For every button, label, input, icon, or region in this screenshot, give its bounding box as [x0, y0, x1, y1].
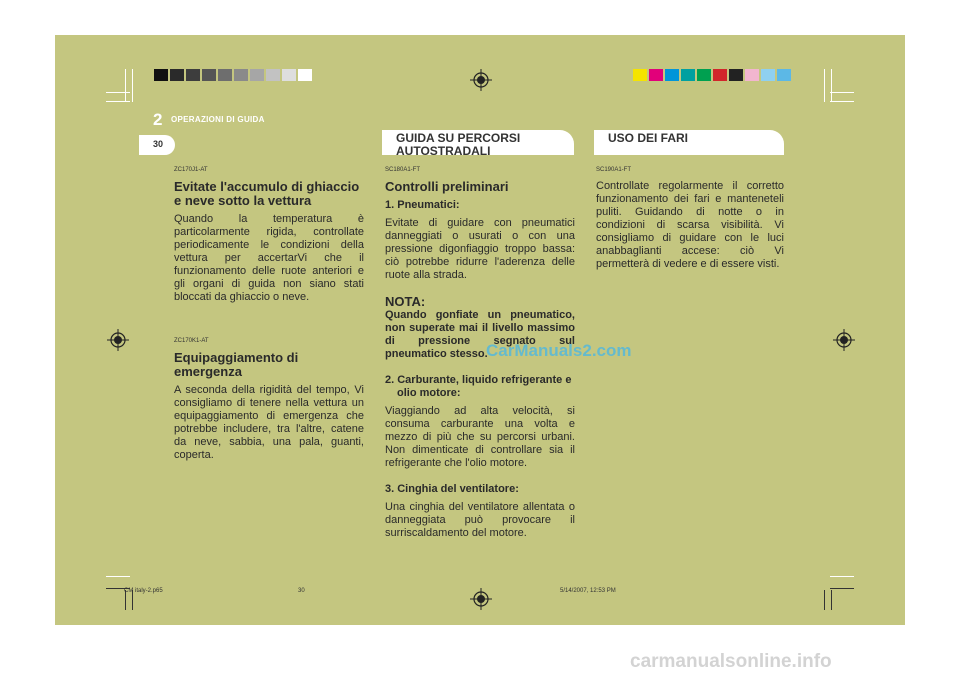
- gray-swatch: [202, 69, 216, 81]
- paragraph: Evitate di guidare con pneumatici danneggiati o usurati o con una pressione digonfiaggio troppo bassa: ciò potrebbe ridurre l'aderenza delle ruote alla strada.: [385, 217, 575, 281]
- grayscale-bar: [154, 69, 314, 81]
- paragraph: Viaggiando ad alta velocità, si consuma carburante una volta e mezzo di più che su percorsi urbani. Non dimenticate di controllare sia il refrigerante che l'olio motore.: [385, 405, 575, 469]
- chapter-number: 2: [153, 110, 163, 129]
- registration-target-icon: [107, 329, 129, 351]
- right-column: [596, 164, 784, 284]
- crop-mark: [830, 576, 854, 577]
- gray-swatch: [234, 69, 248, 81]
- footer-file: CM italy-2.p65: [124, 588, 163, 594]
- footer-page: 30: [298, 588, 305, 594]
- color-swatch: [681, 69, 695, 81]
- section-tab-headlights: [594, 130, 784, 155]
- section-code: ZC170J1-AT: [174, 167, 208, 173]
- paragraph: Controllate regolarmente il corretto funzionamento dei fari e manteneteli puliti. Guidando di notte o in condizioni di scarsa visibilità. Vi consigliamo di guidare con le luci anabbaglianti accese: ciò Vi permetterà di vedere e di essere visti.: [596, 180, 784, 270]
- gray-swatch: [218, 69, 232, 81]
- section-code: ZC170K1-AT: [174, 338, 209, 344]
- crop-mark: [830, 92, 854, 93]
- section-heading: Controlli preliminari: [385, 179, 509, 194]
- crop-mark: [106, 101, 130, 102]
- item-title: 2. Carburante, liquido refrigerante e olio motore:: [385, 374, 572, 399]
- gray-swatch: [266, 69, 280, 81]
- crop-mark: [831, 69, 832, 102]
- site-mark: carmanualsonline.info: [630, 651, 832, 672]
- section-tab-highway: [382, 130, 574, 158]
- section-tab-label: GUIDA SU PERCORSI AUTOSTRADALI: [396, 131, 521, 158]
- gray-swatch: [282, 69, 296, 81]
- note-label: NOTA:: [385, 294, 426, 309]
- gray-swatch: [170, 69, 184, 81]
- section-heading: Equipaggiamento di emergenza: [174, 350, 299, 379]
- section-tab-label: USO DEI FARI: [608, 131, 689, 145]
- item-title: 1. Pneumatici:: [385, 199, 460, 211]
- registration-target-icon: [470, 69, 492, 91]
- paragraph: A seconda della rigidità del tempo, Vi consigliamo di tenere nella vettura un equipaggiamento di emergenza che potrebbe includere, tra l'altre, catene da neve, sabbia, una pala, guanti, coperta.: [174, 384, 364, 461]
- registration-target-icon: [470, 588, 492, 610]
- color-swatch: [697, 69, 711, 81]
- crop-mark: [830, 101, 854, 102]
- left-column: [174, 164, 364, 475]
- color-swatch: [777, 69, 791, 81]
- chapter-title: OPERAZIONI DI GUIDA: [171, 115, 265, 124]
- color-swatch: [761, 69, 775, 81]
- color-swatch: [745, 69, 759, 81]
- paragraph: Quando la temperatura è particolarmente rigida, controllate periodicamente le condizioni della vettura per accertarVi che il funzionamento delle ruote anteriori e gli organi di guida non siano stati bloccati da ghiaccio o neve.: [174, 213, 364, 303]
- gray-swatch: [250, 69, 264, 81]
- color-swatch: [649, 69, 663, 81]
- crop-mark: [106, 92, 130, 93]
- color-swatch: [713, 69, 727, 81]
- crop-mark: [824, 69, 825, 102]
- color-swatch: [633, 69, 647, 81]
- section-code: SC190A1-FT: [596, 167, 632, 173]
- crop-mark: [824, 590, 825, 610]
- watermark-text: CarManuals2.com: [486, 341, 632, 360]
- footer-timestamp: 5/14/2007, 12:53 PM: [560, 588, 616, 594]
- crop-mark: [831, 590, 832, 610]
- section-heading: Evitate l'accumulo di ghiaccio e neve sotto la vettura: [174, 179, 360, 208]
- crop-mark: [132, 69, 133, 102]
- color-swatch: [729, 69, 743, 81]
- gray-swatch: [298, 69, 312, 81]
- gray-swatch: [154, 69, 168, 81]
- crop-mark: [106, 576, 130, 577]
- gray-swatch: [186, 69, 200, 81]
- color-swatch: [665, 69, 679, 81]
- color-bar: [633, 69, 793, 81]
- item-title: 3. Cinghia del ventilatore:: [385, 483, 519, 495]
- paragraph: Una cinghia del ventilatore allentata o danneggiata può provocare il surriscaldamento del motore.: [385, 501, 575, 539]
- note-text: Quando gonfiate un pneumatico, non superate mai il livello massimo di pressione segnato sul pneumatico stesso.: [385, 309, 575, 360]
- page-number-tab: [139, 135, 175, 155]
- crop-mark: [830, 588, 854, 589]
- registration-target-icon: [833, 329, 855, 351]
- section-code: SC180A1-FT: [385, 167, 421, 173]
- page-number: 30: [153, 139, 164, 149]
- crop-mark: [125, 69, 126, 102]
